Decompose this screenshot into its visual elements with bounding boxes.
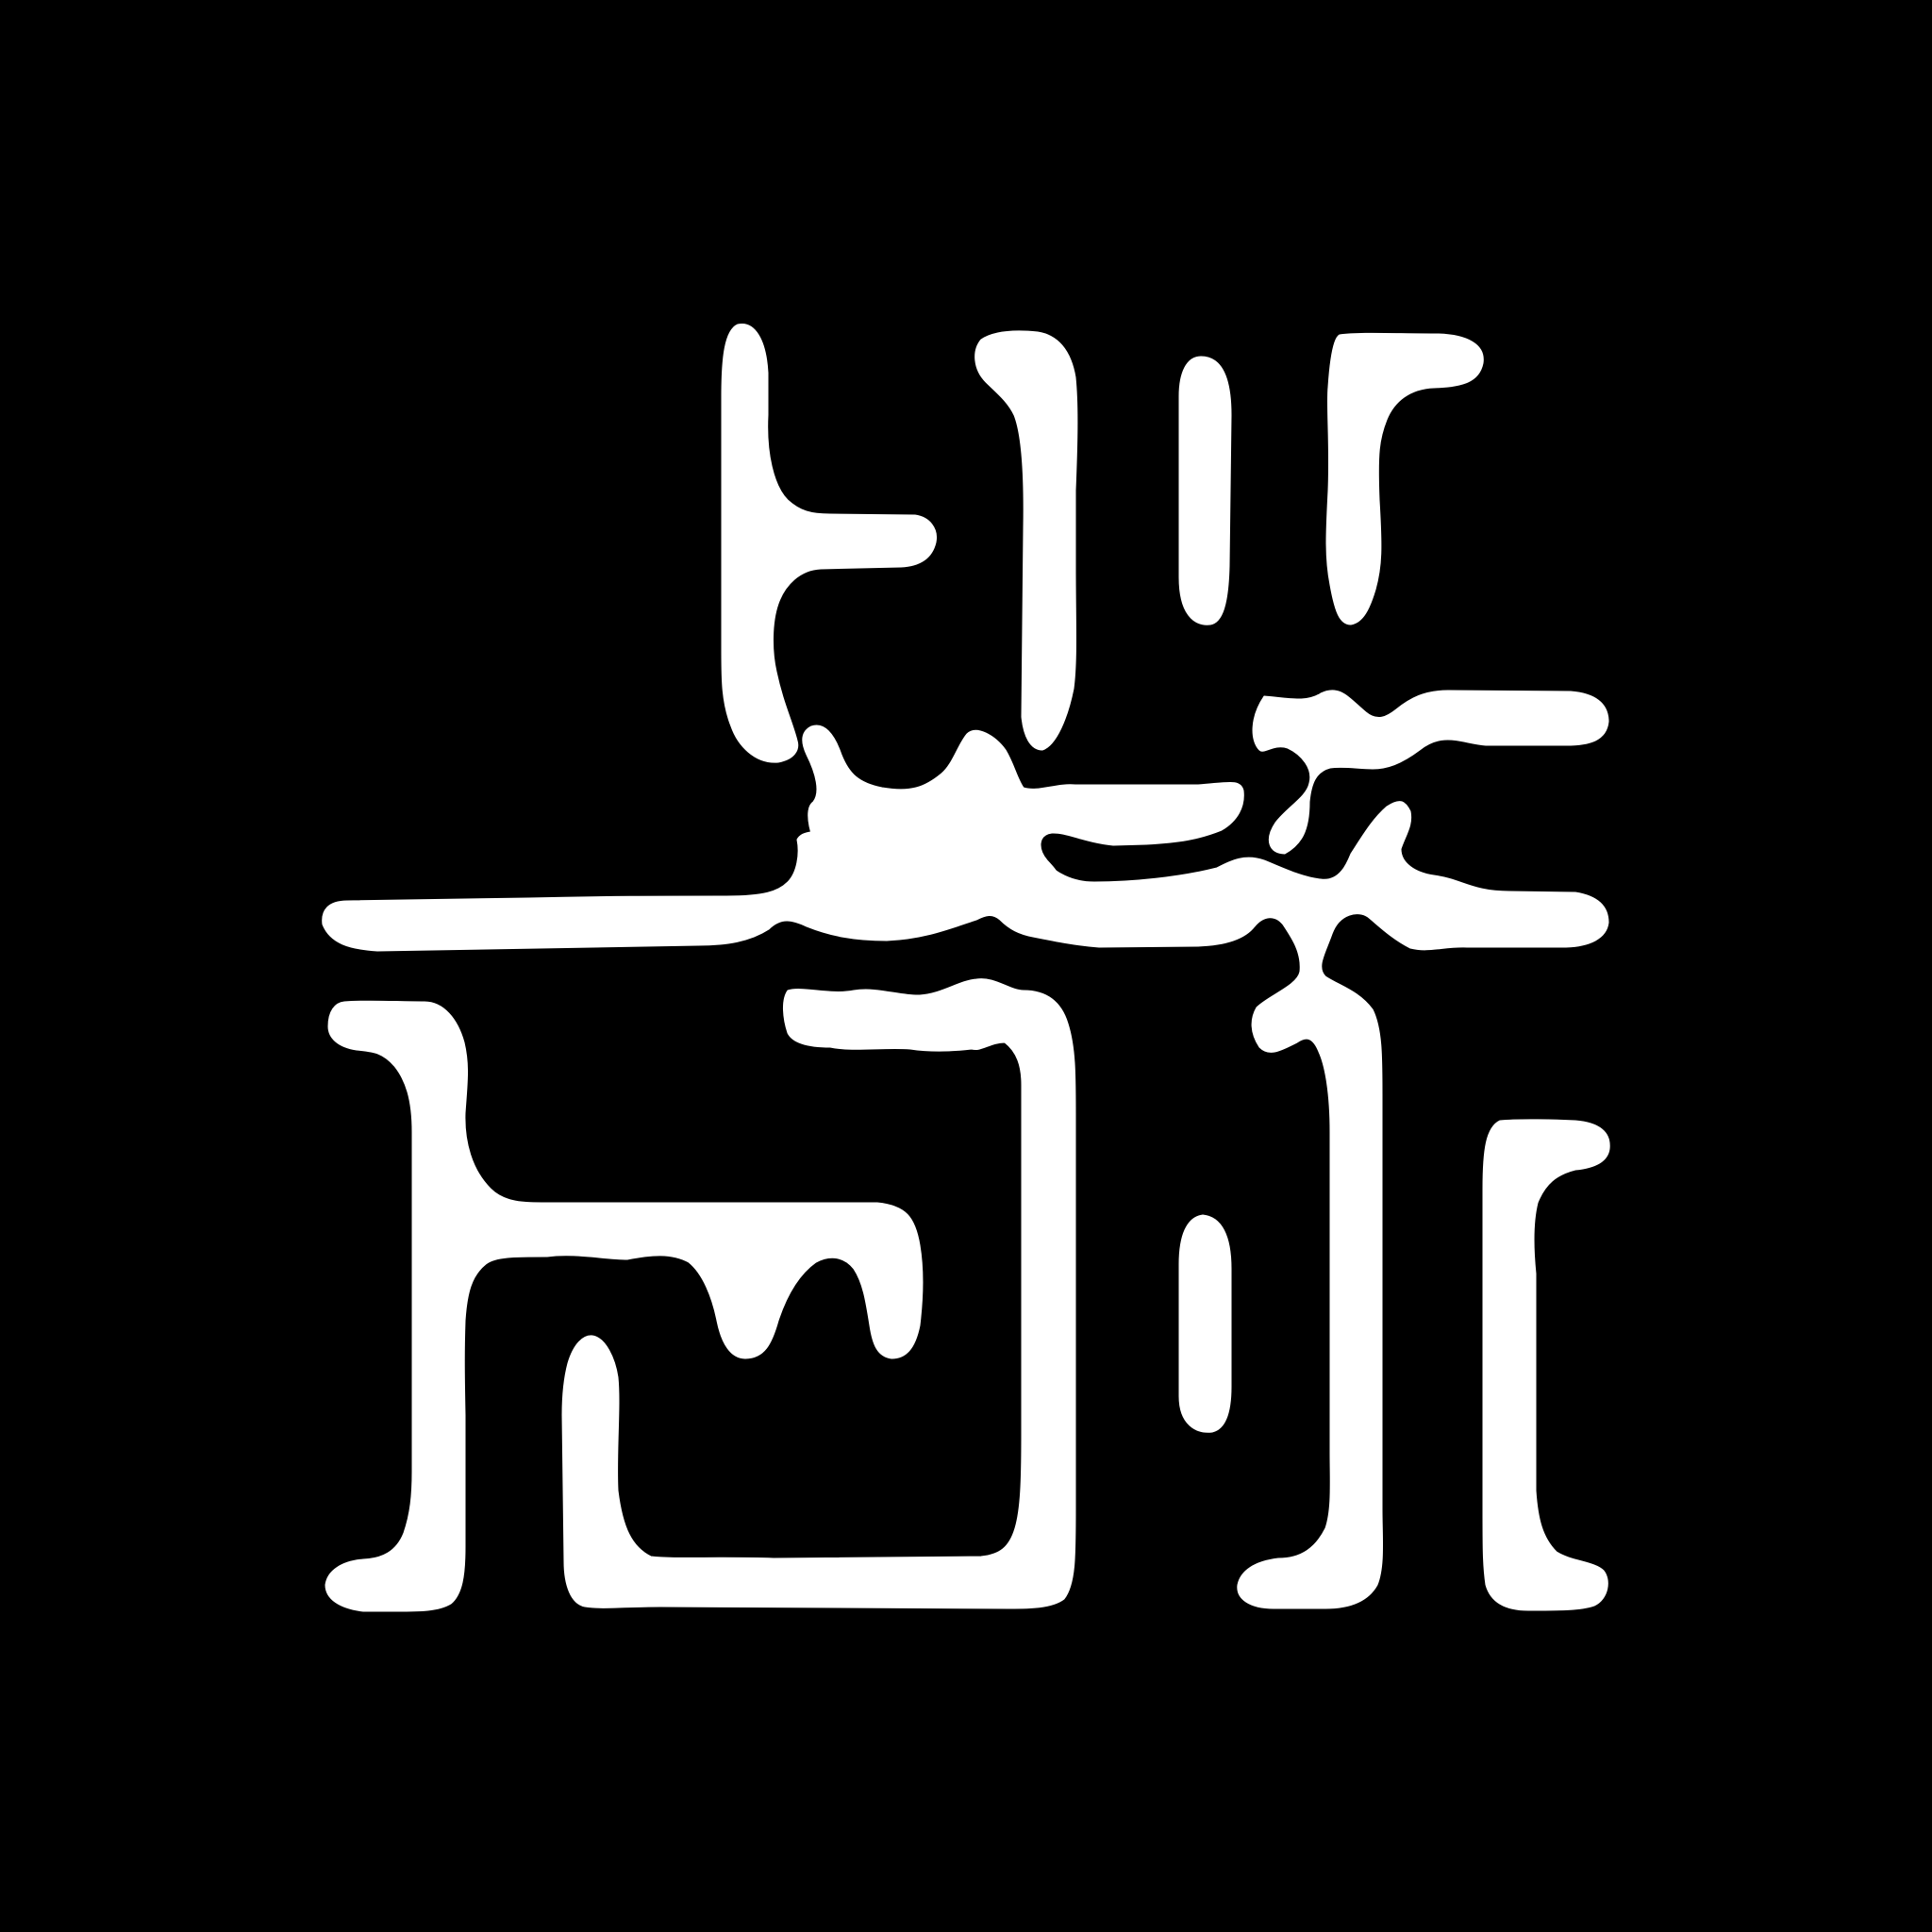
stroke-lower-short-vertical <box>1179 1215 1231 1432</box>
stroke-top-short-vertical <box>1179 357 1231 625</box>
